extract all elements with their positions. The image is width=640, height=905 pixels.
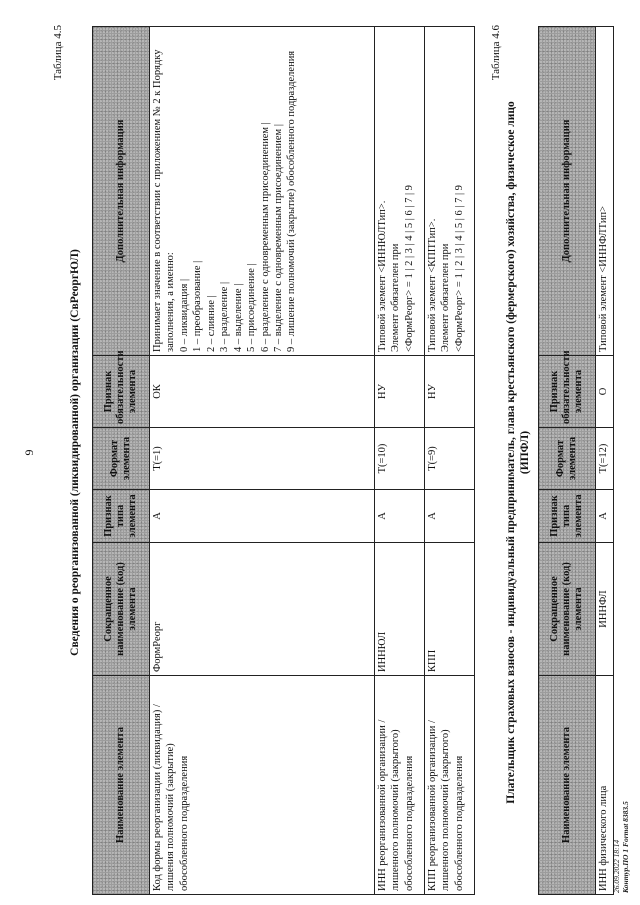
info-line: 9 – лишение полномочий (закрытие) обособленного подразделения <box>286 50 298 352</box>
header-cell: Формат элемента <box>539 428 596 490</box>
info-line: 3 – разделение | <box>219 281 231 352</box>
table-title <box>504 20 533 885</box>
element-code-cell: ИННФЛ <box>596 543 614 676</box>
info-line: 7 – выделение с одновременным присоединением | <box>272 124 284 352</box>
header-cell: Признак типа элемента <box>539 490 596 543</box>
header-cell: Признак обязательности элемента <box>93 356 150 428</box>
element-name-cell: ИНН физического лица <box>596 676 614 895</box>
data-table <box>92 26 475 895</box>
element-info-cell <box>425 27 475 356</box>
header-cell: Дополнительная информация <box>93 27 150 356</box>
info-line: Элемент обязателен при <box>390 243 402 352</box>
info-line: 5 – присоединение | <box>246 263 258 352</box>
table-label: Таблица 4.5 <box>52 25 64 81</box>
element-type-cell: А <box>425 490 475 543</box>
element-format-cell: T(=10) <box>375 428 425 490</box>
info-line: <ФормРеорг> = 1 | 2 | 3 | 4 | 5 | 6 | 7 | 9 <box>453 185 465 352</box>
element-format-cell: T(=12) <box>596 428 614 490</box>
element-name-cell: КПП реорганизованной организации / лишенного полномочий (закрытого) обособленного подразделения <box>425 676 475 895</box>
element-format-cell: T(=9) <box>425 428 475 490</box>
header-cell: Наименование элемента <box>93 676 150 895</box>
element-required-cell: НУ <box>375 356 425 428</box>
info-line: 2 – слияние | <box>205 295 217 352</box>
table-title-line: Плательщик страховых взносов - индивидуальный предприниматель, глава крестьянского (фермерского) хозяйства, физическое лицо <box>505 101 517 804</box>
info-line: 0 – ликвидация | <box>178 278 190 352</box>
table-title: Сведения о реорганизованной (ликвидированной) организации (СвРеоргЮЛ) <box>69 249 81 656</box>
element-info-cell <box>375 27 425 356</box>
element-name-cell: Код формы реорганизации (ликвидация) / лишения полномочий (закрытие) обособленного подразделения <box>150 676 375 895</box>
table-label: Таблица 4.6 <box>490 25 502 81</box>
element-required-cell: ОК <box>150 356 375 428</box>
table-header-row <box>539 27 596 895</box>
element-type-cell: А <box>375 490 425 543</box>
print-stamp <box>612 733 631 893</box>
info-line: Типовой элемент <ИННЮЛТип>. <box>377 200 388 352</box>
header-cell: Признак типа элемента <box>93 490 150 543</box>
page-number: 9 <box>22 449 36 456</box>
data-table <box>538 26 614 895</box>
element-info-cell <box>150 27 375 356</box>
info-line: 6 – разделение с одновременным присоединением | <box>259 122 271 352</box>
info-line: 1 – преобразование | <box>192 260 204 352</box>
info-line: Типовой элемент <КППТип>. <box>427 218 438 352</box>
table-row <box>596 27 614 895</box>
info-line: Элемент обязателен при <box>440 243 452 352</box>
table-row <box>375 27 425 895</box>
header-cell: Дополнительная информация <box>539 27 596 356</box>
header-cell: Сокращенное наименование (код) элемента <box>93 543 150 676</box>
info-line: 4 – выделение | <box>232 283 244 352</box>
stamp-date: 26.09.2022 18:14 <box>612 839 621 893</box>
element-required-cell: НУ <box>425 356 475 428</box>
element-code-cell: ИННЮЛ <box>375 543 425 676</box>
element-type-cell: А <box>596 490 614 543</box>
element-type-cell: А <box>150 490 375 543</box>
element-name-cell: ИНН реорганизованной организации / лишенного полномочий (закрытого) обособленного подразделения <box>375 676 425 895</box>
table-row <box>425 27 475 895</box>
info-line: <ФормРеорг> = 1 | 2 | 3 | 4 | 5 | 6 | 7 | 9 <box>403 185 415 352</box>
element-required-cell: О <box>596 356 614 428</box>
table-title-line: (ИПФЛ) <box>519 430 532 475</box>
header-cell: Сокращенное наименование (код) элемента <box>539 543 596 676</box>
element-format-cell: T(=1) <box>150 428 375 490</box>
header-cell: Признак обязательности элемента <box>539 356 596 428</box>
header-cell: Наименование элемента <box>539 676 596 895</box>
stamp-logo-text: Контур.ПО 1 Format 8383.5 <box>621 801 631 893</box>
info-line: Принимает значение в соответствии с приложением № 2 к Порядку заполнения, а именно: <box>152 49 177 352</box>
header-cell: Формат элемента <box>93 428 150 490</box>
table-row <box>150 27 375 895</box>
element-code-cell: КПП <box>425 543 475 676</box>
table-header-row <box>93 27 150 895</box>
element-code-cell: ФормРеорг <box>150 543 375 676</box>
element-info-cell: Типовой элемент <ИННФЛТип> <box>596 27 614 356</box>
